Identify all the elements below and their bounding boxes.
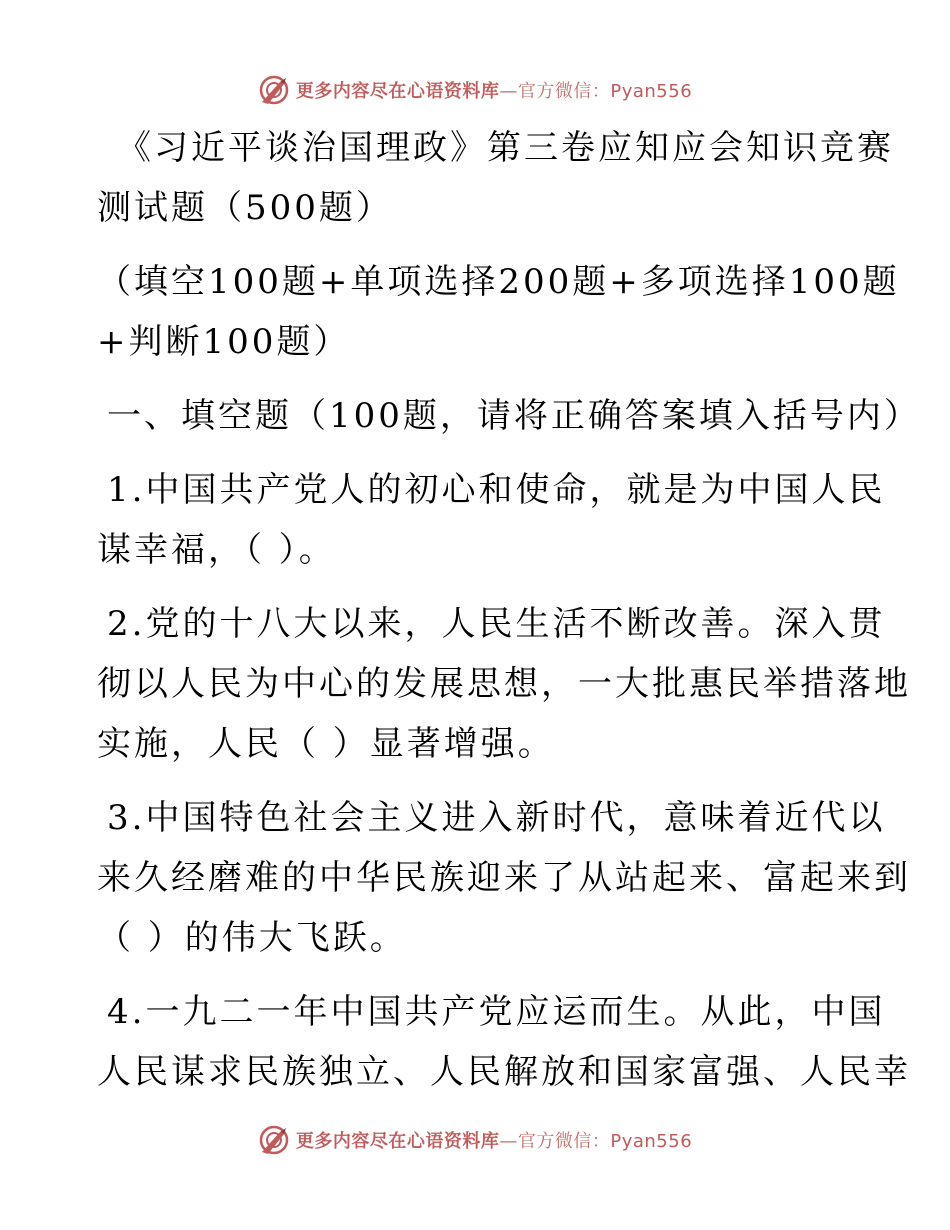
question-item (97, 788, 911, 968)
question-item (97, 460, 886, 580)
watermark-dash: — (499, 81, 518, 102)
question-line: 谋幸福，（ ）。 (97, 530, 336, 570)
watermark-wechat-id: Pyan556 (610, 81, 693, 102)
question-line: （ ）的伟大飞跃。 (97, 918, 407, 958)
document-body (97, 118, 921, 1102)
question-line: 1.中国共产党人的初心和使命，就是为中国人民 (107, 470, 886, 510)
document-title-line-1: 《习近平谈治国理政》第三卷应知应会知识竞赛 (117, 128, 894, 168)
question-item (97, 982, 911, 1102)
section-heading: 一、填空题（100题，请将正确答案填入括号内） (107, 396, 921, 436)
header-watermark (0, 70, 950, 110)
question-line: 实施，人民（ ）显著增强。 (97, 724, 555, 764)
question-line: 3.中国特色社会主义进入新时代，意味着近代以 (107, 798, 886, 838)
watermark-main-text: 更多内容尽在心语资料库 (295, 1131, 500, 1152)
watermark-label: 官方微信： (517, 1131, 611, 1152)
question-line: 彻以人民为中心的发展思想，一大批惠民举措落地 (97, 664, 911, 704)
question-line: 4.一九二一年中国共产党应运而生。从此，中国 (107, 992, 886, 1032)
watermark-dash: — (499, 1131, 518, 1152)
watermark-label: 官方微信： (517, 81, 611, 102)
footer-watermark (0, 1120, 950, 1160)
question-line: 人民谋求民族独立、人民解放和国家富强、人民幸 (97, 1052, 911, 1092)
document-subtitle-line-1: （填空100题+单项选择200题+多项选择100题 (97, 262, 900, 302)
question-line: 来久经磨难的中华民族迎来了从站起来、富起来到 (97, 858, 911, 898)
logo-icon (258, 1124, 290, 1156)
document-title-line-2: 测试题（500题） (97, 188, 393, 228)
question-line: 2.党的十八大以来，人民生活不断改善。深入贯 (107, 604, 886, 644)
logo-icon (258, 74, 290, 106)
document-subtitle-line-2: +判断100题） (97, 322, 351, 362)
watermark-main-text: 更多内容尽在心语资料库 (295, 81, 500, 102)
question-item (97, 594, 911, 774)
watermark-wechat-id: Pyan556 (610, 1131, 693, 1152)
